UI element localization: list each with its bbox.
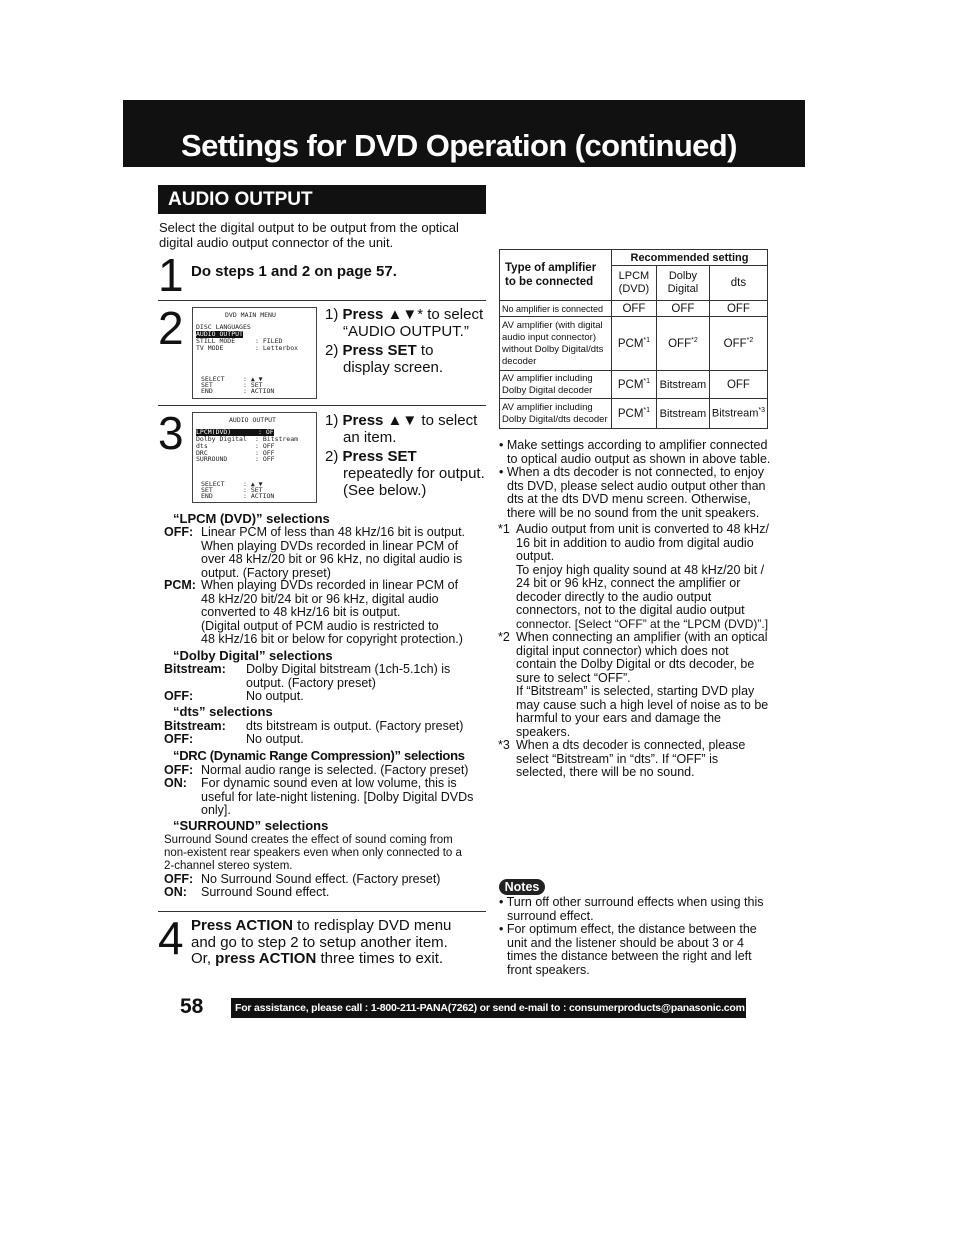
step-2-instructions [325,306,490,376]
definition-line: output. (Factory preset) [201,565,331,580]
cell-dts: OFF [709,301,767,317]
list-item: dts DVD, please select audio output other than [507,478,766,493]
column-header-dts: dts [709,266,767,301]
cell-value: PCM [617,378,644,391]
definition-body: dts bitstream is output. (Factory preset) [246,719,464,733]
notes-badge: Notes [499,879,545,895]
list-item: • For optimum effect, the distance between the [499,922,757,936]
header-line: to be connected [505,276,594,288]
osd-key: SET [201,486,213,494]
instr-text: display screen. [343,359,444,376]
table-row [500,371,768,399]
definition-line: (Digital output of PCM audio is restricted to [201,618,439,633]
cell-value: Bitstream [711,407,759,420]
cell-dolby: Bitstream [656,371,709,399]
definition-line: Linear PCM of less than 48 kHz/16 bit is output. [201,525,466,539]
osd-line: SURROUND [196,455,228,463]
section-intro: Select the digital output to be output from the optical digital audio output connector of the unit. [159,220,459,250]
list-item: dts at the dts DVD menu screen. Otherwise, [507,492,751,506]
cell-value: PCM [617,337,644,350]
header-line: Dolby [668,270,697,282]
osd-screen-dvd-main-menu [192,307,317,399]
definition-body: No output. [246,689,304,703]
header-line: Type of amplifier [505,262,597,274]
definition-line: 48 kHz/20 bit/24 bit or 96 kHz, digital audio [201,591,439,606]
footnote-mark: *3 [498,738,510,752]
definition-term: PCM: [164,578,196,592]
amplifier-settings-table [499,249,768,429]
footnote-ref: *2 [691,337,698,345]
instr-prefix: 2) [325,342,343,359]
instr-text: repeatedly for output. [343,465,485,482]
cell-value: OFF [723,337,747,350]
definition-line: useful for late-night listening. [Dolby Digital DVDs [201,789,474,804]
cell-dolby [656,317,709,371]
table-row [500,317,768,371]
osd-line: DISC LANGUAGES [196,323,251,331]
instr-action: Press ▲▼ [342,306,418,323]
osd-value: : OFF [258,428,278,436]
definition-body: Surround Sound effect. [201,885,330,899]
osd-line: STILL MODE [196,337,236,345]
list-item: • When a dts decoder is not connected, to enjoy [499,465,764,479]
osd-title: AUDIO OUTPUT [229,416,276,424]
definition-term: OFF: [164,525,194,539]
row-label-line: AV amplifier (with digital [502,319,603,331]
osd-key-value: : ACTION [243,387,275,395]
step-number: 4 [158,912,184,964]
cell-lpcm: OFF [611,301,656,317]
footnote-line: connectors, not to the digital audio output [516,603,745,617]
instr-text: “AUDIO OUTPUT.” [343,323,469,340]
definition-term: OFF: [164,872,194,886]
definition-line: output. (Factory preset) [246,675,376,690]
step-4-instructions [191,918,491,968]
cell-dolby: Bitstream [656,399,709,429]
footnote-line: decoder directly to the audio output [516,589,712,604]
cell-value: OFF [668,337,692,350]
description-line: non-existent rear speakers even when only connected to a [164,847,462,859]
selection-heading: “DRC (Dynamic Range Compression)” selections [173,748,465,763]
osd-line: DRC [196,449,208,457]
selection-heading: “dts” selections [173,704,273,719]
osd-value: : OFF [255,449,275,457]
instr-action: Press SET [342,342,417,359]
instr-text: * to select [417,306,484,323]
osd-key-value: : ACTION [243,492,275,500]
osd-key-value: : SET [243,381,263,389]
footnote-1 [516,523,769,631]
definition-line: When playing DVDs recorded in linear PCM of [201,578,459,592]
footnote-ref: *3 [758,407,765,415]
osd-line-highlighted: AUDIO OUTPUT [196,330,243,338]
footnote-line: To enjoy high quality sound at 48 kHz/20 bit / [516,562,765,577]
row-label-line: audio input connector) [502,331,597,343]
osd-key-value: : ▲ ▼ [243,480,263,488]
footnote-ref: *2 [746,337,754,345]
definition-term: OFF: [164,763,194,777]
definition-line: For dynamic sound even at low volume, this is [201,776,457,790]
instr-text: Or, [191,950,216,967]
cell-lpcm [611,399,656,429]
instr-prefix: 2) [325,448,343,465]
footnote-line: 16 bit in addition to audio from digital audio [516,535,754,550]
table-header-row [500,250,768,266]
divider [158,300,486,301]
footnote-mark: *1 [498,522,510,536]
table-row [500,301,768,317]
footnote-line: select “Bitstream” in “dts”. If “OFF” is [516,751,719,766]
cell-dts [709,399,767,429]
osd-value: : Letterbox [255,344,299,352]
definition-body: Normal audio range is selected. (Factory preset) [201,763,469,777]
definition-line: only]. [201,803,231,817]
definition-body: No output. [246,732,304,746]
osd-value: : Bitstream [255,435,299,443]
footnote-line: If “Bitstream” is selected, starting DVD play [516,684,755,698]
osd-key: END [201,387,213,395]
instr-action: press ACTION [215,950,317,967]
footnote-ref: *1 [643,407,651,415]
definition-body: No Surround Sound effect. (Factory preset) [201,872,441,886]
definition-term: ON: [164,885,187,899]
footnote-line: Audio output from unit is converted to 48 kHz/ [516,522,769,536]
divider [158,911,486,912]
notes-list [499,896,763,977]
step-3-instructions [325,412,493,499]
footnote-2 [516,631,768,739]
column-header-dolby [656,266,709,301]
cell-dts [709,317,767,371]
list-item: front speakers. [507,962,590,977]
footnote-line: 24 bit or 96 kHz, connect the amplifier or [516,576,741,590]
osd-title: DVD MAIN MENU [225,311,276,319]
instr-text: to select [417,412,478,429]
list-item: unit and the listener should be about 3 or 4 [507,935,744,950]
header-line: Digital [667,283,699,295]
footnote-line: connector. [Select “OFF” at the “LPCM (DVD)”.] [516,616,769,631]
instr-text: to redisplay DVD menu [292,917,452,934]
cell-lpcm [611,317,656,371]
definition-term: Bitstream: [164,662,226,676]
definition-body [246,663,450,690]
footnote-line: When a dts decoder is connected, please [516,738,746,752]
footnote-line: digital input connector) which does not [516,643,729,658]
instr-prefix: 1) [325,306,343,323]
osd-value: : FILED [255,337,283,345]
osd-line: Dolby Digital [196,435,247,443]
osd-key: SET [201,381,213,389]
selection-heading: “Dolby Digital” selections [173,648,333,663]
osd-key: END [201,492,213,500]
section-heading: AUDIO OUTPUT [158,185,486,214]
row-label-line: Dolby Digital/dts decoder [502,413,608,425]
footnote-line: may cause such a high level of noise as to be [516,697,769,712]
definition-line: over 48 kHz/20 bit or 96 kHz, no digital audio is [201,552,463,566]
osd-key: SELECT [201,480,225,488]
list-item: there will be no sound from the unit speakers. [507,505,760,520]
definition-line: 48 kHz/16 bit or below for copyright protection.) [201,632,463,646]
osd-label: LPCM(DVD) [196,428,232,436]
row-label: No amplifier is connected [500,301,612,317]
footnote-line: When connecting an amplifier (with an optical [516,630,768,644]
step-number: 1 [158,249,184,301]
cell-lpcm [611,371,656,399]
osd-key: SELECT [201,375,225,383]
osd-key-value: : ▲ ▼ [243,375,263,383]
header-line: LPCM [618,270,650,282]
cell-dolby: OFF [656,301,709,317]
assistance-bar: For assistance, please call : 1-800-211-PANA(7262) or send e-mail to : consumerproducts@panasonic.com [231,998,746,1018]
osd-key-value: : SET [243,486,263,494]
osd-line: dts [196,442,208,450]
osd-value: : OFF [255,455,275,463]
row-label-line: decoder [502,355,537,367]
footnote-ref: *1 [643,378,651,386]
instr-action: Press SET [342,448,417,465]
definition-term: ON: [164,776,187,790]
instr-action: Press ▲▼ [342,412,418,429]
row-label-line: without Dolby Digital/dts [502,343,604,355]
instr-text: an item. [343,429,397,446]
osd-value: : OFF [255,442,275,450]
definition-body [201,777,473,818]
definition-line: converted to 48 kHz/16 bit is output. [201,605,401,619]
page-number: 58 [180,995,204,1018]
instr-text: (See below.) [343,482,427,499]
definition-body [201,526,491,580]
list-item: • Make settings according to amplifier connected [499,438,768,452]
footnote-line: output. [516,549,555,563]
step-number: 2 [158,302,184,354]
list-item: • Turn off other surround effects when using this [499,895,764,909]
step-number: 3 [158,407,184,459]
osd-line: TV MODE [196,344,224,352]
bullet-list [499,439,774,520]
row-label-line: AV amplifier including [502,372,593,384]
definition-line: When playing DVDs recorded in linear PCM of [201,538,459,553]
definition-term: OFF: [164,732,194,746]
footnote-line: sure to select “OFF”. [516,670,631,685]
footnote-ref: *1 [643,337,651,345]
instr-text: to [416,342,434,359]
selection-heading: “LPCM (DVD)” selections [173,511,330,526]
footnote-line: selected, there will be no sound. [516,765,695,779]
page-title: Settings for DVD Operation (continued) [181,128,737,163]
step-1-text: Do steps 1 and 2 on page 57. [191,263,397,280]
definition-term: Bitstream: [164,719,226,733]
instr-text: and go to step 2 to setup another item. [191,933,448,951]
list-item: to optical audio output as shown in above table. [507,451,771,466]
footnote-3 [516,739,745,780]
column-header-lpcm [611,266,656,301]
table-row [500,399,768,429]
cell-dts: OFF [709,371,767,399]
column-header-recommended: Recommended setting [611,250,767,266]
divider [158,405,486,406]
row-label-line: Dolby Digital decoder [502,384,593,396]
row-label [500,371,612,399]
selection-heading: “SURROUND” selections [173,818,329,833]
description-line: 2-channel stereo system. [164,860,293,872]
row-label [500,317,612,371]
instr-text: three times to exit. [316,950,444,967]
instr-action: Press ACTION [191,917,293,934]
list-item: surround effect. [507,908,594,923]
row-label [500,399,612,429]
column-header-type [500,250,612,301]
header-line: (DVD) [618,283,650,295]
definition-term: OFF: [164,689,194,703]
footnote-line: harmful to your ears and damage the [516,711,721,725]
footnote-line: speakers. [516,724,571,739]
row-label-line: AV amplifier including [502,401,593,413]
description-line: Surround Sound creates the effect of sound coming from [164,834,453,846]
instr-prefix: 1) [325,412,343,429]
list-item: times the distance between the right and left [507,949,752,963]
definition-body [201,579,491,647]
cell-value: PCM [617,407,644,420]
definition-line: Dolby Digital bitstream (1ch-5.1ch) is [246,662,451,676]
footnote-mark: *2 [498,630,510,644]
surround-description [164,834,462,873]
osd-screen-audio-output [192,412,317,503]
footnote-line: contain the Dolby Digital or dts decoder, be [516,657,755,671]
